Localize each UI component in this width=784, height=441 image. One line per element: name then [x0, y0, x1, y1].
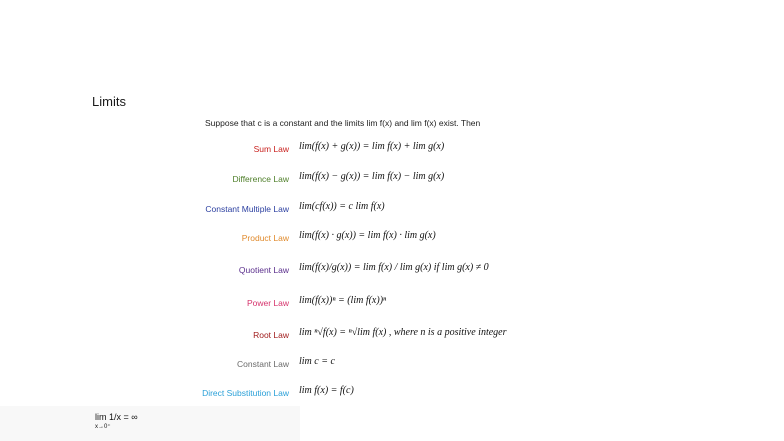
law-row: [0, 200, 784, 220]
law-name: Power Law: [246, 298, 289, 308]
law-row: [0, 355, 784, 375]
law-row: [0, 384, 784, 404]
law-formula: lim(f(x))ⁿ = (lim f(x))ⁿ: [299, 295, 387, 306]
law-name: Direct Substitution Law: [202, 388, 289, 398]
law-formula: lim(f(x) − g(x)) = lim f(x) − lim g(x): [299, 171, 445, 182]
law-row: [0, 326, 784, 346]
law-name: Constant Multiple Law: [205, 204, 289, 214]
bottom-formula-subscript: x→0⁺: [95, 424, 111, 430]
law-name: Difference Law: [232, 174, 289, 184]
law-row: [0, 170, 784, 190]
law-formula: lim(cf(x)) = c lim f(x): [299, 201, 385, 212]
law-name: Product Law: [241, 233, 289, 243]
law-row: [0, 140, 784, 160]
intro-text: Suppose that c is a constant and the limits lim f(x) and lim f(x) exist. Then: [205, 118, 481, 128]
law-formula: lim ⁿ√f(x) = ⁿ√lim f(x) , where n is a positive integer: [299, 327, 507, 338]
law-name: Constant Law: [237, 359, 289, 369]
bottom-formula-text: lim 1/x = ∞: [95, 412, 138, 422]
law-formula: lim(f(x) · g(x)) = lim f(x) · lim g(x): [299, 230, 436, 241]
bottom-panel: [0, 406, 300, 441]
law-formula: lim c = c: [299, 356, 335, 367]
law-formula: lim f(x) = f(c): [299, 385, 354, 396]
law-name: Root Law: [253, 330, 289, 340]
page-title: Limits: [92, 94, 126, 109]
law-name: Quotient Law: [238, 265, 289, 275]
law-row: [0, 261, 784, 281]
law-row: [0, 294, 784, 314]
law-formula: lim(f(x) + g(x)) = lim f(x) + lim g(x): [299, 141, 445, 152]
bottom-limit-formula: [95, 412, 138, 430]
law-formula: lim(f(x)/g(x)) = lim f(x) / lim g(x) if lim g(x) ≠ 0: [299, 262, 489, 273]
law-row: [0, 229, 784, 249]
law-name: Sum Law: [253, 144, 289, 154]
